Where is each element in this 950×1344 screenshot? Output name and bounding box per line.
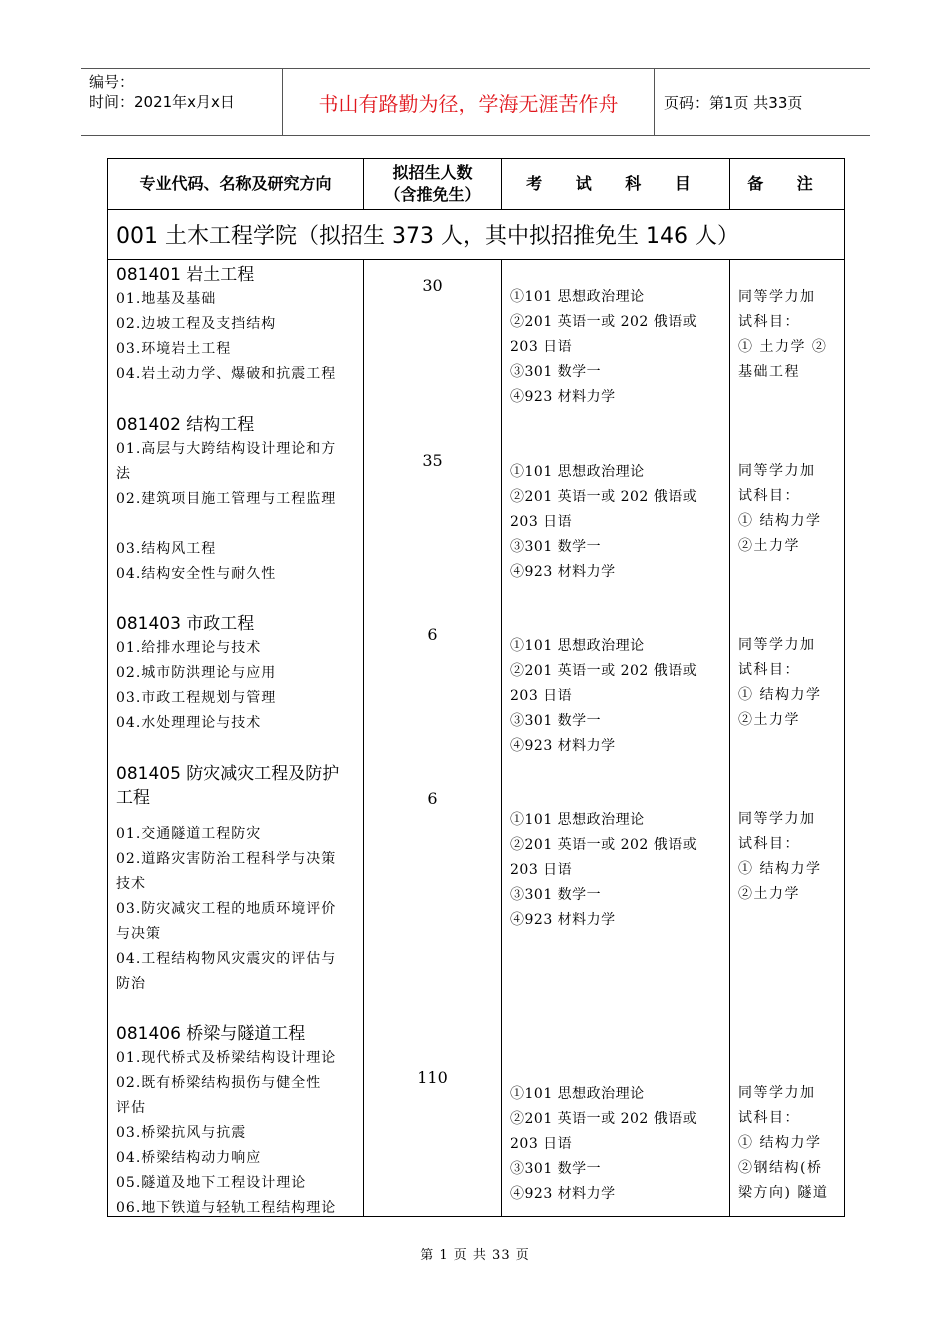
note-line: 试科目： — [738, 1110, 800, 1126]
subject-item: 203 日语 — [510, 1136, 573, 1152]
subject-item: ④923 材料力学 — [510, 389, 616, 405]
direction-item: 05.隧道及地下工程设计理论 — [116, 1175, 307, 1191]
subject-item: ②201 英语一或 202 俄语或 — [510, 489, 698, 505]
major-block — [116, 263, 357, 387]
notes-block — [730, 1081, 844, 1206]
subjects-block — [502, 285, 729, 410]
header-date-label: 时间：2021年x月x日 — [89, 93, 235, 111]
quota-value: 6 — [427, 625, 438, 644]
direction-item: 与决策 — [116, 926, 161, 942]
major-block — [116, 1022, 357, 1221]
page-header — [81, 68, 870, 136]
subject-item: ①101 思想政治理论 — [510, 1086, 645, 1102]
subject-item: ①101 思想政治理论 — [510, 289, 645, 305]
subject-item: ③301 数学一 — [510, 1161, 602, 1177]
note-line: 梁方向) 隧道 — [738, 1185, 829, 1201]
notes-column — [730, 260, 845, 1217]
direction-item: 01.交通隧道工程防灾 — [116, 826, 262, 842]
note-line: 同等学力加 — [738, 637, 816, 653]
note-line: 基础工程 — [738, 364, 800, 380]
major-block — [116, 612, 357, 736]
majors-row — [108, 260, 845, 1217]
header-meta — [81, 69, 282, 135]
note-line: 同等学力加 — [738, 289, 816, 305]
header-page-info: 页码：第1页 共33页 — [664, 93, 803, 112]
direction-item: 04.工程结构物风灾震灾的评估与 — [116, 951, 337, 967]
note-line: 同等学力加 — [738, 463, 816, 479]
major-title: 081406 桥梁与隧道工程 — [116, 1024, 306, 1044]
subject-item: ③301 数学一 — [510, 539, 602, 555]
note-line: 试科目： — [738, 314, 800, 330]
major-title: 081403 市政工程 — [116, 614, 255, 634]
subject-item: ④923 材料力学 — [510, 564, 616, 580]
direction-item: 技术 — [116, 876, 146, 892]
subject-item: 203 日语 — [510, 339, 573, 355]
note-line: ②土力学 — [738, 538, 800, 554]
direction-item: 法 — [116, 466, 131, 482]
subjects-block — [502, 1082, 729, 1207]
table-header-row — [108, 159, 845, 210]
notes-block — [730, 459, 844, 559]
direction-item: 防治 — [116, 976, 146, 992]
notes-block — [730, 633, 844, 733]
header-subjects: 考 试 科 目 — [502, 159, 730, 210]
direction-item: 04.水处理理论与技术 — [116, 715, 262, 731]
quota-value: 30 — [422, 276, 443, 295]
header-quota-line2: （含推免生） — [384, 185, 481, 204]
subject-item: 203 日语 — [510, 862, 573, 878]
subject-item: ①101 思想政治理论 — [510, 812, 645, 828]
major-block — [116, 762, 357, 997]
header-notes: 备 注 — [730, 159, 845, 210]
note-line: 试科目： — [738, 662, 800, 678]
direction-item: 03.市政工程规划与管理 — [116, 690, 277, 706]
direction-spacer — [116, 512, 357, 537]
direction-item: 02.道路灾害防治工程科学与决策 — [116, 851, 337, 867]
direction-item: 02.城市防洪理论与应用 — [116, 665, 277, 681]
note-line: ① 结构力学 — [738, 687, 822, 703]
subject-item: ②201 英语一或 202 俄语或 — [510, 1111, 698, 1127]
subject-item: ①101 思想政治理论 — [510, 638, 645, 654]
subject-item: ④923 材料力学 — [510, 1186, 616, 1202]
direction-item: 01.给排水理论与技术 — [116, 640, 262, 656]
major-title: 081401 岩土工程 — [116, 265, 255, 285]
direction-item: 评估 — [116, 1100, 146, 1116]
note-line: 试科目： — [738, 836, 800, 852]
quota-column — [364, 260, 502, 1217]
direction-item: 03.防灾减灾工程的地质环境评价 — [116, 901, 337, 917]
college-row — [108, 210, 845, 260]
direction-item: 03.环境岩土工程 — [116, 341, 232, 357]
note-line: ① 土力学 ② — [738, 339, 828, 355]
direction-item: 01.高层与大跨结构设计理论和方 — [116, 441, 337, 457]
subjects-block — [502, 634, 729, 759]
note-line: ②钢结构(桥 — [738, 1160, 823, 1176]
direction-item: 01.现代桥式及桥梁结构设计理论 — [116, 1050, 337, 1066]
subject-item: ②201 英语一或 202 俄语或 — [510, 837, 698, 853]
note-line: ① 结构力学 — [738, 1135, 822, 1151]
subject-item: ②201 英语一或 202 俄语或 — [510, 314, 698, 330]
subjects-block — [502, 460, 729, 585]
notes-block — [730, 285, 844, 385]
subject-item: 203 日语 — [510, 514, 573, 530]
major-title: 081405 防灾减灾工程及防护 — [116, 764, 340, 784]
direction-item: 04.结构安全性与耐久性 — [116, 566, 277, 582]
direction-item: 01.地基及基础 — [116, 291, 217, 307]
subject-item: ③301 数学一 — [510, 713, 602, 729]
header-major: 专业代码、名称及研究方向 — [108, 159, 364, 210]
notes-block — [730, 807, 844, 907]
note-line: 同等学力加 — [738, 1085, 816, 1101]
quota-value: 110 — [417, 1068, 448, 1087]
header-quota — [364, 159, 502, 210]
subject-item: 203 日语 — [510, 688, 573, 704]
direction-item: 04.桥梁结构动力响应 — [116, 1150, 262, 1166]
note-line: ① 结构力学 — [738, 861, 822, 877]
subject-item: ③301 数学一 — [510, 364, 602, 380]
admission-table — [107, 158, 845, 1217]
note-line: 试科目： — [738, 488, 800, 504]
header-number-label: 编号： — [89, 73, 135, 91]
note-line: 同等学力加 — [738, 811, 816, 827]
direction-item: 06.地下铁道与轻轨工程结构理论 — [116, 1200, 337, 1216]
note-line: ②土力学 — [738, 886, 800, 902]
direction-item: 02.建筑项目施工管理与工程监理 — [116, 491, 337, 507]
subject-item: ③301 数学一 — [510, 887, 602, 903]
majors-column — [108, 260, 364, 1217]
direction-item: 04.岩土动力学、爆破和抗震工程 — [116, 366, 337, 382]
major-block — [116, 413, 357, 587]
major-title: 081402 结构工程 — [116, 415, 255, 435]
direction-item: 02.既有桥梁结构损伤与健全性 — [116, 1075, 322, 1091]
direction-item: 02.边坡工程及支挡结构 — [116, 316, 277, 332]
page-footer: 第 1 页 共 33 页 — [420, 1248, 530, 1263]
subject-item: ④923 材料力学 — [510, 912, 616, 928]
college-title: 001 土木工程学院（拟招生 373 人，其中拟招推免生 146 人） — [108, 210, 845, 260]
direction-item: 03.结构风工程 — [116, 541, 217, 557]
quota-value: 35 — [422, 451, 443, 470]
header-quota-line1: 拟招生人数 — [392, 163, 473, 182]
major-title-cont: 工程 — [116, 788, 150, 808]
note-line: ① 结构力学 — [738, 513, 822, 529]
note-line: ②土力学 — [738, 712, 800, 728]
direction-item: 03.桥梁抗风与抗震 — [116, 1125, 247, 1141]
subject-item: ②201 英语一或 202 俄语或 — [510, 663, 698, 679]
subjects-column — [502, 260, 730, 1217]
subject-item: ④923 材料力学 — [510, 738, 616, 754]
header-motto: 书山有路勤为径，学海无涯苦作舟 — [282, 69, 655, 135]
subjects-block — [502, 808, 729, 933]
quota-value: 6 — [427, 789, 438, 808]
subject-item: ①101 思想政治理论 — [510, 464, 645, 480]
